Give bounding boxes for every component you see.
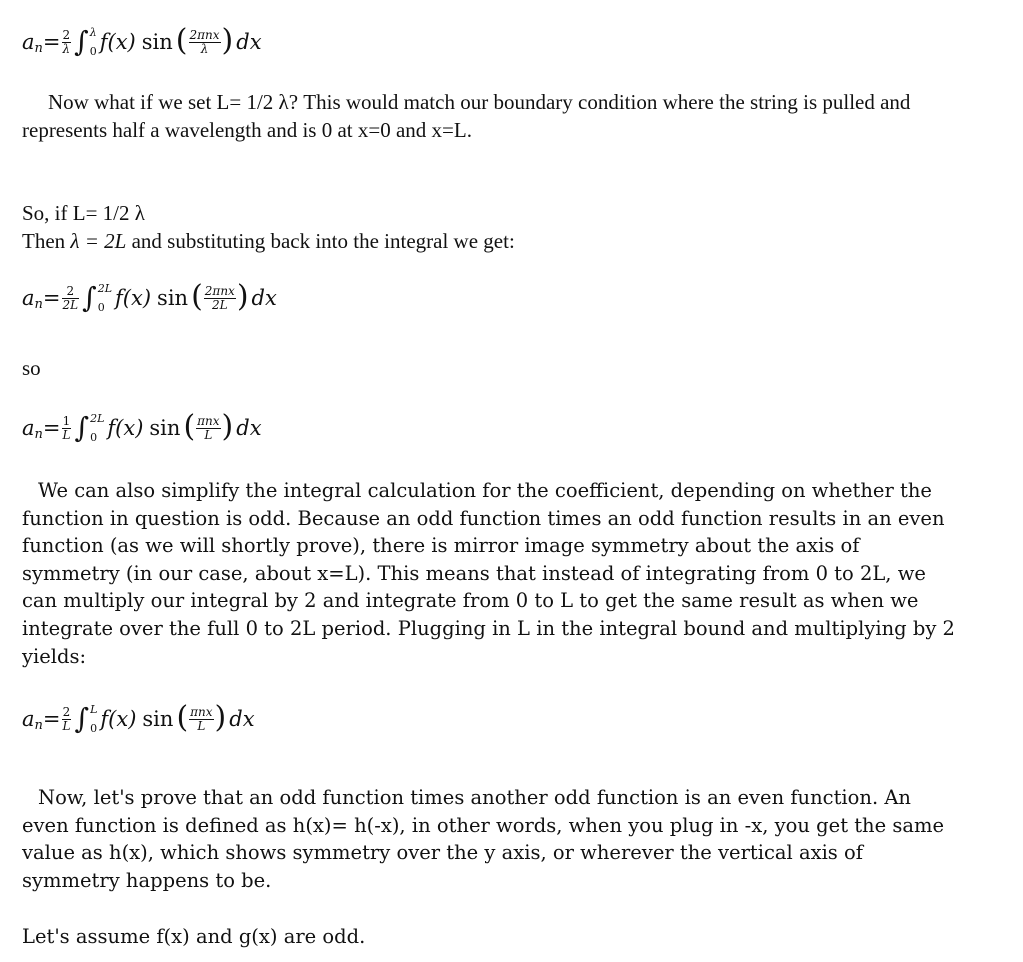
coef-numerator: 2 bbox=[66, 283, 75, 298]
coef-numerator: 2 bbox=[62, 704, 71, 719]
eq-lhs-sub: n bbox=[34, 426, 43, 442]
eq-lhs-sub: n bbox=[34, 296, 43, 312]
eq-function: f(x) bbox=[115, 285, 152, 310]
eq-lhs-sub: n bbox=[34, 717, 43, 733]
paragraph-assume-odd bbox=[22, 923, 962, 951]
so-if-line: So, if L= 1/2 λ bbox=[22, 201, 145, 225]
eq-equals: = bbox=[42, 29, 61, 54]
coef-denominator: 2L bbox=[62, 297, 79, 312]
paragraph-so-if bbox=[22, 199, 962, 255]
equation-an-lambda: a n = $\frac{2}{\lambda}$ ∫ λ 0 f(x) sin ( $\frac{\text{2πnx}}{\lambda}$ ) dx bbox=[22, 23, 262, 58]
coef-numerator: 1 bbox=[62, 413, 71, 428]
eq-argument bbox=[189, 29, 221, 55]
eq-trig: sin bbox=[141, 29, 173, 54]
arg-denominator: L bbox=[197, 718, 206, 733]
paragraph-set-L bbox=[22, 88, 962, 144]
integral-sign: ∫ λ 0 bbox=[74, 25, 97, 58]
coef-denominator: λ bbox=[62, 41, 71, 56]
paragraph-set-L-text: Now what if we set L= 1/2 λ? This would match our boundary condition where the string is pulled and represents half a wavelength and is 0 at x=0 and x=L. bbox=[22, 90, 911, 142]
equation-an-2-over-L: a n = $\frac{2}{L}$ ∫ L 0 f(x) sin ( $\frac{\text{πnx}}{L}$ ) dx bbox=[22, 700, 255, 735]
eq-function: f(x) bbox=[100, 706, 137, 731]
lambda-equals-2L: λ = 2L bbox=[70, 229, 127, 253]
integral-lower-limit: 0 bbox=[97, 301, 105, 314]
eq-coefficient bbox=[62, 415, 72, 441]
arg-denominator: 2L bbox=[212, 297, 228, 312]
paragraph-simplify bbox=[22, 477, 962, 670]
equation-an-1-over-L: a n = $\frac{1}{L}$ ∫ 2L 0 f(x) sin ( $\frac{\text{πnx}}{L}$ ) dx bbox=[22, 409, 262, 444]
coef-numerator: 2 bbox=[62, 27, 71, 42]
integral-upper-limit: 2L bbox=[90, 412, 105, 425]
eq-trig: sin bbox=[142, 706, 174, 731]
integral-sign: ∫ 2L 0 bbox=[82, 281, 113, 314]
eq-lhs: a bbox=[22, 285, 35, 310]
eq-equals: = bbox=[42, 285, 61, 310]
then-text: Then bbox=[22, 229, 71, 253]
eq-coefficient bbox=[62, 29, 72, 55]
eq-differential: dx bbox=[236, 415, 262, 440]
coef-denominator: L bbox=[62, 718, 71, 733]
eq-lhs: a bbox=[22, 706, 35, 731]
paragraph-prove-even-text: Now, let's prove that an odd function times another odd function is an even function. An even function is defined as h(x)= h(-x), in other words, when you plug in -x, you get the same value as h(x), which shows symmetry over the y axis, or wherever the vertical axis of symmetry happens to be. bbox=[22, 786, 945, 892]
substituting-text: and substituting back into the integral we get: bbox=[126, 229, 515, 253]
eq-equals: = bbox=[42, 706, 61, 731]
eq-function: f(x) bbox=[107, 415, 144, 440]
eq-differential: dx bbox=[229, 706, 255, 731]
arg-numerator: 2πnx bbox=[189, 27, 220, 42]
equation-an-2L: a n = $\frac{2}{2L}$ ∫ 2L 0 f(x) sin ( $\frac{\text{2πnx}}{2L}$ ) dx bbox=[22, 279, 277, 314]
coef-denominator: L bbox=[62, 427, 71, 442]
integral-lower-limit: 0 bbox=[89, 45, 97, 58]
eq-coefficient bbox=[62, 706, 72, 732]
eq-trig: sin bbox=[157, 285, 189, 310]
eq-coefficient bbox=[62, 285, 80, 311]
eq-differential: dx bbox=[236, 29, 262, 54]
paragraph-prove-even bbox=[22, 784, 962, 894]
eq-equals: = bbox=[42, 415, 61, 440]
eq-argument bbox=[196, 415, 220, 441]
paragraph-assume-odd-text: Let's assume f(x) and g(x) are odd. bbox=[22, 925, 366, 948]
arg-numerator: πnx bbox=[197, 413, 220, 428]
integral-lower-limit: 0 bbox=[90, 431, 98, 444]
arg-denominator: L bbox=[204, 427, 213, 442]
integral-upper-limit: 2L bbox=[97, 282, 113, 295]
eq-lhs-sub: n bbox=[34, 40, 43, 56]
integral-upper-limit: λ bbox=[89, 26, 97, 39]
arg-numerator: πnx bbox=[190, 704, 213, 719]
integral-lower-limit: 0 bbox=[90, 722, 98, 735]
eq-lhs: a bbox=[22, 29, 35, 54]
eq-differential: dx bbox=[251, 285, 277, 310]
arg-denominator: λ bbox=[200, 41, 209, 56]
eq-function: f(x) bbox=[99, 29, 136, 54]
so-text: so bbox=[22, 356, 41, 380]
paragraph-so bbox=[22, 354, 962, 382]
eq-lhs: a bbox=[22, 415, 35, 440]
paragraph-simplify-text: We can also simplify the integral calculation for the coefficient, depending on whether the function in question is odd. Because an odd function times an odd function results in an even function (as we will shortly prove), there is mirror image symmetry about the axis of symmetry (in our case, about x=L). This means that instead of integrating from 0 to 2L, we can multiply our integral by 2 and integrate from 0 to L to get the same result as when we integrate over the full 0 to 2L period. Plugging in L in the integral bound and multiplying by 2 yields: bbox=[22, 479, 955, 668]
integral-sign: ∫ 2L 0 bbox=[74, 411, 105, 444]
eq-argument bbox=[189, 706, 213, 732]
eq-trig: sin bbox=[149, 415, 181, 440]
integral-sign: ∫ L 0 bbox=[74, 702, 98, 735]
eq-argument bbox=[204, 285, 236, 311]
integral-upper-limit: L bbox=[90, 703, 98, 716]
arg-numerator: 2πnx bbox=[204, 283, 235, 298]
